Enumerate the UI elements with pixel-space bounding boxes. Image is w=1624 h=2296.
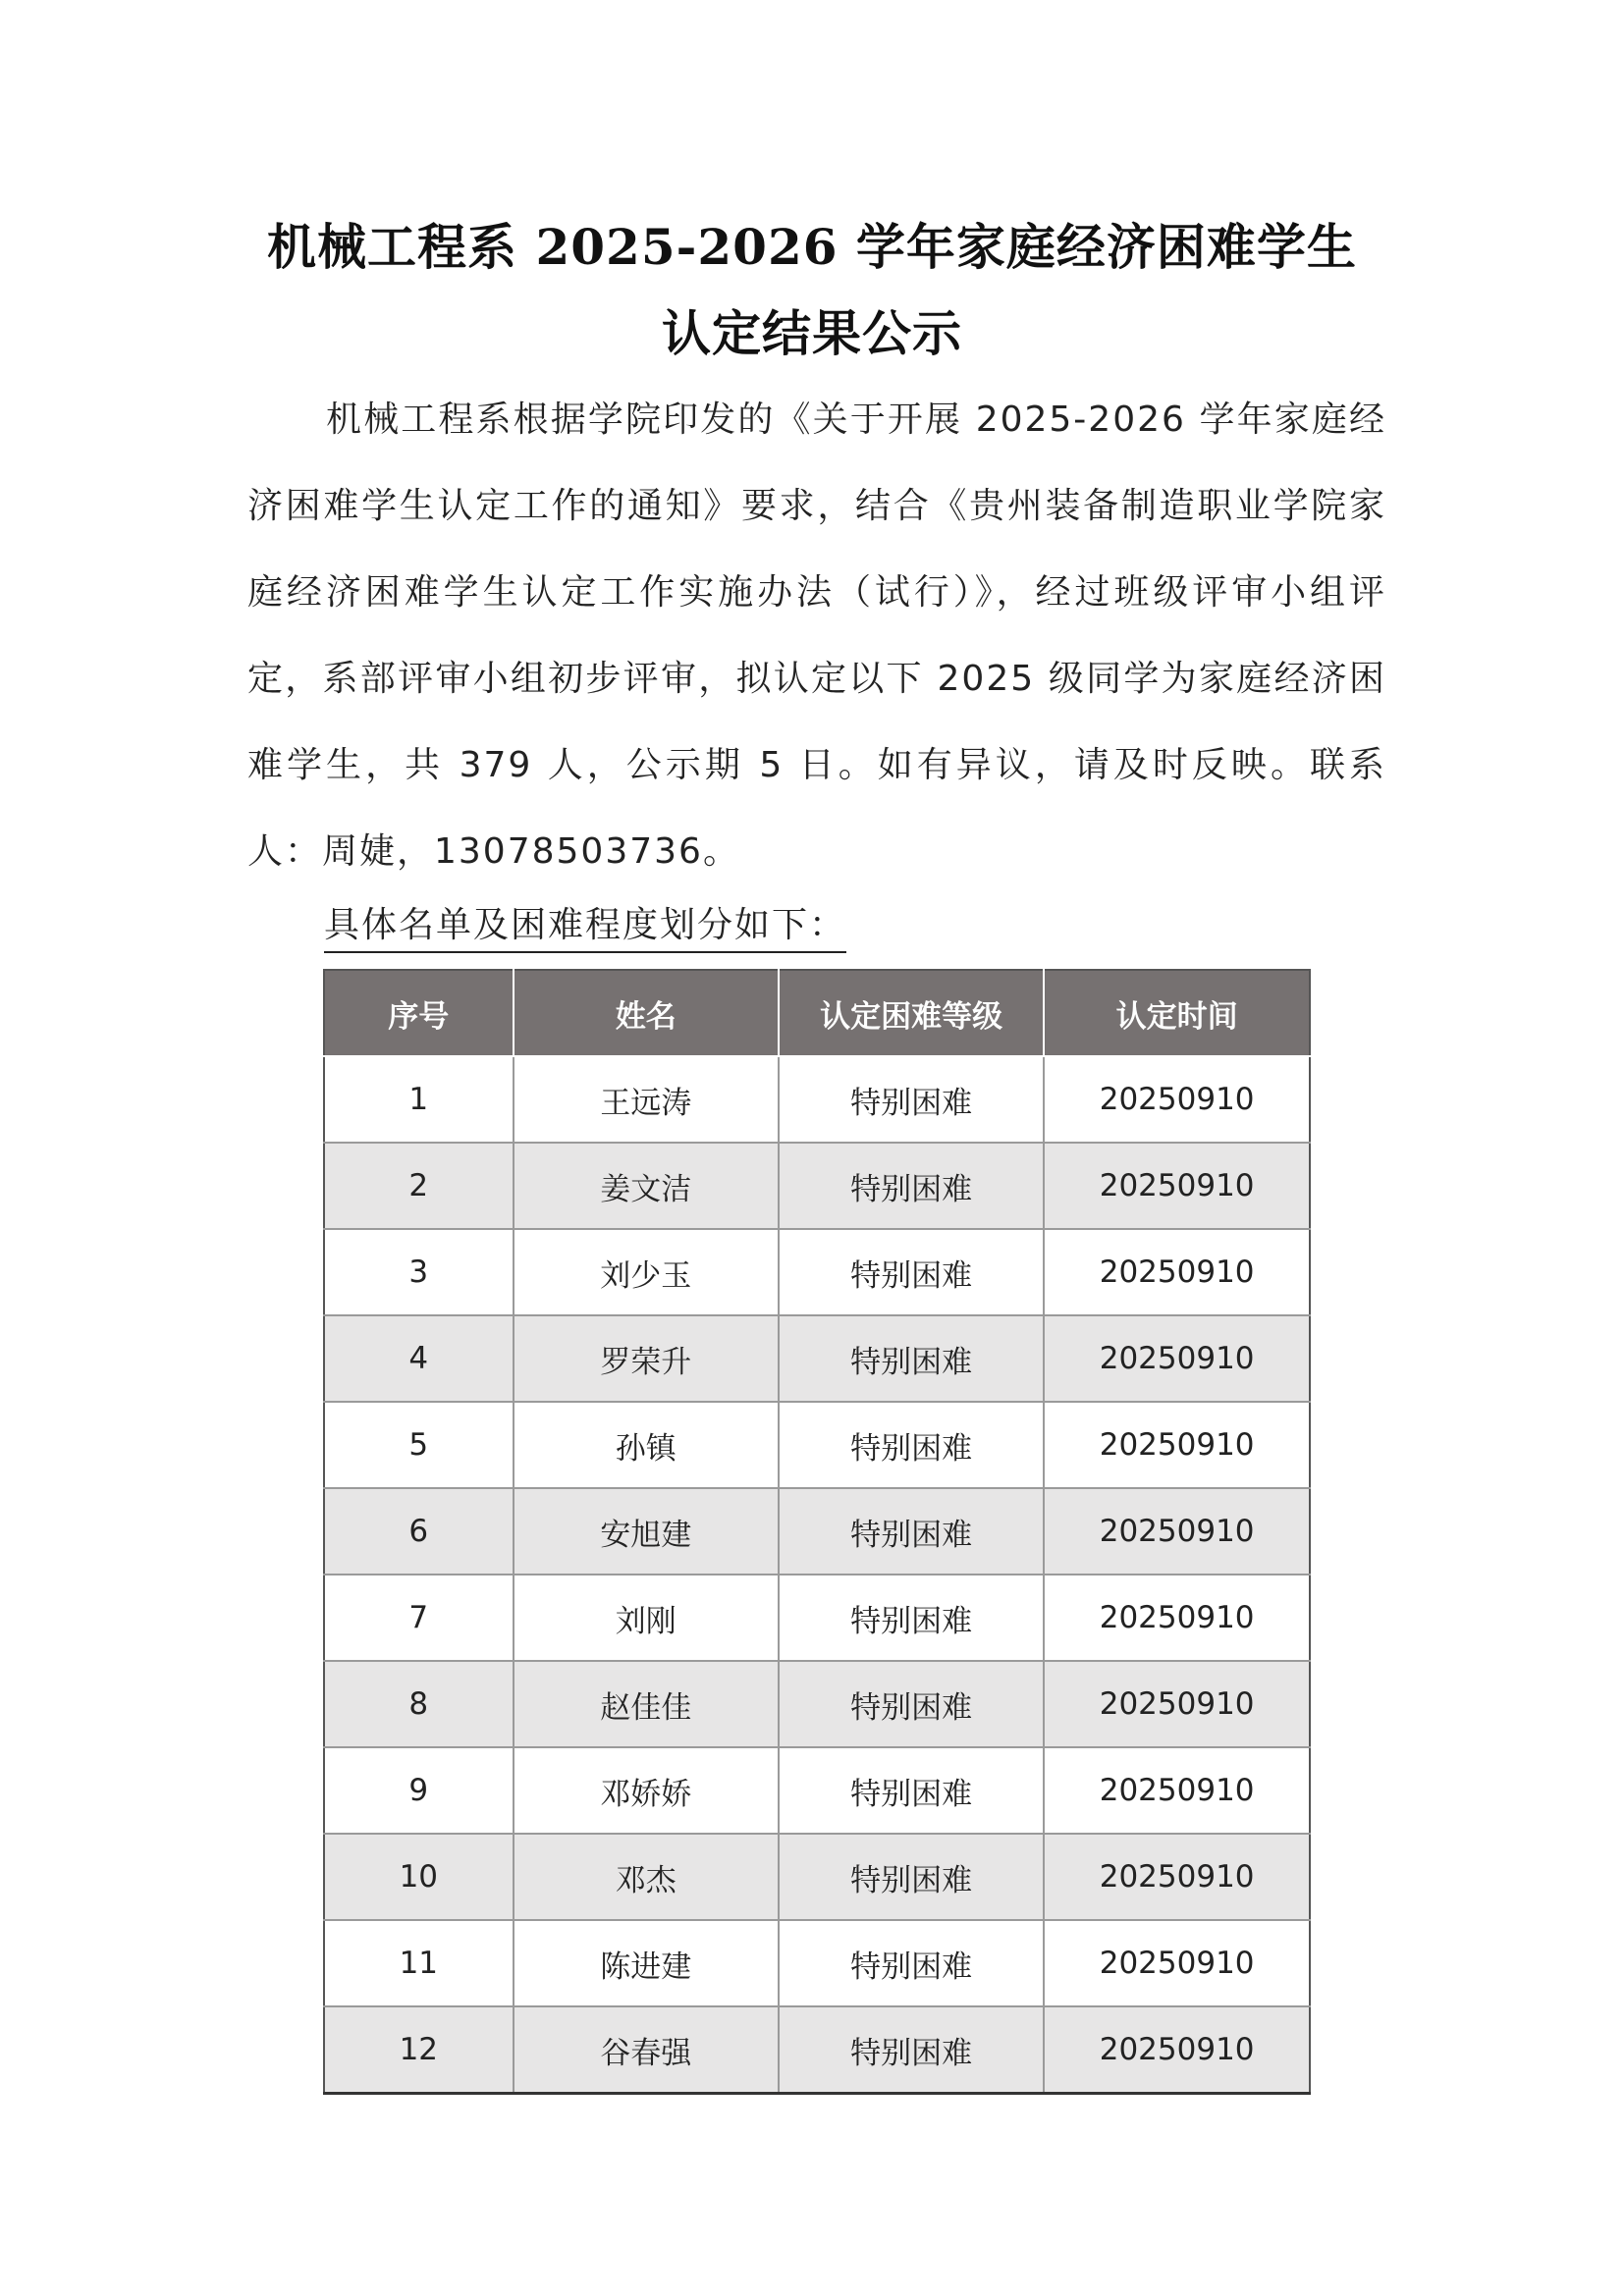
cell-difficulty-level: 特别困难 [779, 2006, 1044, 2094]
cell-name: 罗荣升 [514, 1315, 779, 1402]
cell-recognition-date: 20250910 [1044, 1920, 1310, 2006]
cell-recognition-date: 20250910 [1044, 1056, 1310, 1143]
cell-name: 邓杰 [514, 1834, 779, 1920]
table-row [324, 1834, 1310, 1920]
table-body [324, 1056, 1310, 2094]
cell-difficulty-level: 特别困难 [779, 1143, 1044, 1229]
cell-name: 孙镇 [514, 1402, 779, 1488]
cell-serial-number: 12 [324, 2006, 514, 2094]
table-row [324, 1402, 1310, 1488]
table-row [324, 1315, 1310, 1402]
table-row [324, 1488, 1310, 1575]
list-intro: 具体名单及困难程度划分如下： [324, 897, 846, 953]
table-row [324, 1747, 1310, 1834]
cell-serial-number: 5 [324, 1402, 514, 1488]
cell-difficulty-level: 特别困难 [779, 1747, 1044, 1834]
cell-recognition-date: 20250910 [1044, 1143, 1310, 1229]
cell-serial-number: 11 [324, 1920, 514, 2006]
table-row [324, 1920, 1310, 2006]
cell-name: 安旭建 [514, 1488, 779, 1575]
cell-name: 谷春强 [514, 2006, 779, 2094]
document-title-line-2: 认定结果公示 [662, 304, 962, 362]
cell-difficulty-level: 特别困难 [779, 1402, 1044, 1488]
cell-recognition-date: 20250910 [1044, 1315, 1310, 1402]
cell-recognition-date: 20250910 [1044, 1575, 1310, 1661]
table-header-row [324, 970, 1310, 1056]
cell-difficulty-level: 特别困难 [779, 1056, 1044, 1143]
cell-recognition-date: 20250910 [1044, 1834, 1310, 1920]
cell-name: 刘刚 [514, 1575, 779, 1661]
cell-name: 王远涛 [514, 1056, 779, 1143]
cell-recognition-date: 20250910 [1044, 1488, 1310, 1575]
cell-name: 刘少玉 [514, 1229, 779, 1315]
header-name: 姓名 [514, 970, 779, 1056]
table-row [324, 2006, 1310, 2094]
header-difficulty-level: 认定困难等级 [779, 970, 1044, 1056]
cell-difficulty-level: 特别困难 [779, 1661, 1044, 1747]
announcement-paragraph: 机械工程系根据学院印发的《关于开展 2025-2026 学年家庭经济困难学生认定工作的通知》要求，结合《贵州装备制造职业学院家庭经济困难学生认定工作实施办法（试行）》，经过班级评审小组评定，系部评审小组初步评审，拟认定以下 2025 级同学为家庭经济困难学生，共 379 人，公示期 5 日。如有异议，请及时反映。联系人：周婕，13078503736。 [247, 400, 1386, 872]
table-row [324, 1575, 1310, 1661]
cell-serial-number: 8 [324, 1661, 514, 1747]
cell-recognition-date: 20250910 [1044, 1229, 1310, 1315]
cell-serial-number: 4 [324, 1315, 514, 1402]
cell-difficulty-level: 特别困难 [779, 1229, 1044, 1315]
cell-serial-number: 10 [324, 1834, 514, 1920]
table-row [324, 1143, 1310, 1229]
cell-difficulty-level: 特别困难 [779, 1488, 1044, 1575]
table-row [324, 1056, 1310, 1143]
cell-name: 姜文洁 [514, 1143, 779, 1229]
document-title-line-1: 机械工程系 2025-2026 学年家庭经济困难学生 [267, 218, 1357, 276]
cell-name: 邓娇娇 [514, 1747, 779, 1834]
student-roster-table [323, 969, 1311, 2095]
header-recognition-date: 认定时间 [1044, 970, 1310, 1056]
cell-difficulty-level: 特别困难 [779, 1834, 1044, 1920]
cell-serial-number: 6 [324, 1488, 514, 1575]
cell-recognition-date: 20250910 [1044, 1661, 1310, 1747]
table-row [324, 1661, 1310, 1747]
cell-difficulty-level: 特别困难 [779, 1575, 1044, 1661]
cell-recognition-date: 20250910 [1044, 1402, 1310, 1488]
cell-name: 赵佳佳 [514, 1661, 779, 1747]
cell-serial-number: 2 [324, 1143, 514, 1229]
cell-recognition-date: 20250910 [1044, 2006, 1310, 2094]
cell-recognition-date: 20250910 [1044, 1747, 1310, 1834]
cell-serial-number: 3 [324, 1229, 514, 1315]
cell-serial-number: 1 [324, 1056, 514, 1143]
header-serial-number: 序号 [324, 970, 514, 1056]
cell-serial-number: 7 [324, 1575, 514, 1661]
cell-difficulty-level: 特别困难 [779, 1315, 1044, 1402]
cell-name: 陈进建 [514, 1920, 779, 2006]
cell-serial-number: 9 [324, 1747, 514, 1834]
table-row [324, 1229, 1310, 1315]
cell-difficulty-level: 特别困难 [779, 1920, 1044, 2006]
